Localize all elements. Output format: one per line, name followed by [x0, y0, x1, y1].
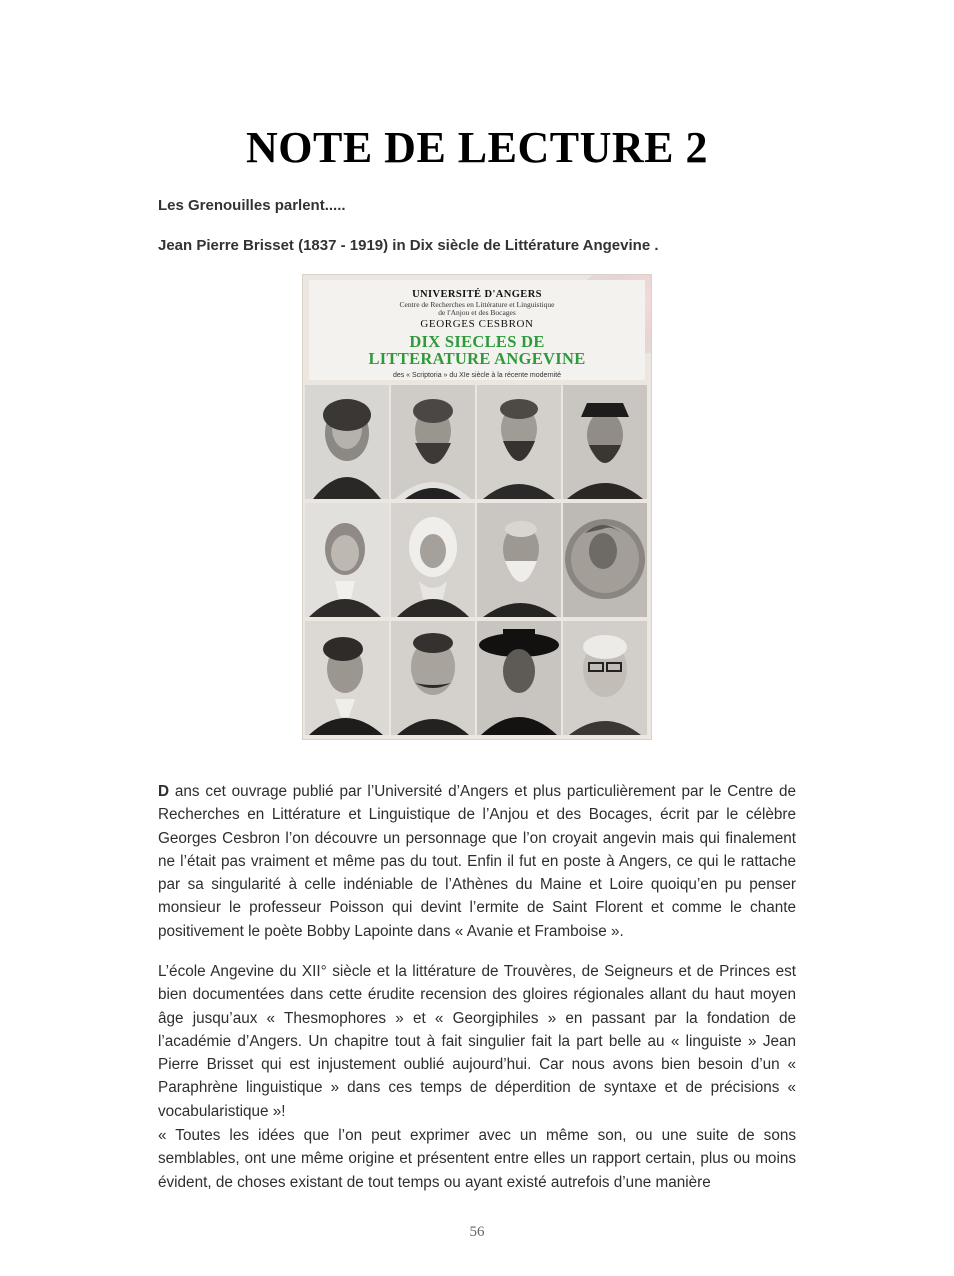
cover-book-title-line1: DIX SIECLES DE	[409, 332, 545, 351]
portrait-image	[305, 503, 389, 617]
dropcap: D	[158, 783, 170, 800]
portrait-image	[563, 385, 647, 499]
cover-author: GEORGES CESBRON	[420, 318, 534, 330]
cover-period: des « Scriptoria » du XIe siècle à la récente modernité	[392, 372, 562, 379]
cover-book-title-line2: LITTERATURE ANGEVINE	[368, 349, 586, 368]
subtitle-brisset: Jean Pierre Brisset (1837 - 1919) in Dix siècle de Littérature Angevine .	[158, 237, 659, 254]
cover-centre-line1: Centre de Recherches en Littérature et Linguistique	[399, 300, 555, 309]
book-cover-photo	[303, 275, 651, 739]
paragraph-intro-text: ans cet ouvrage publié par l’Université d’Angers et plus particulièrement par le Centre de Recherches en Littérature et Linguistique de l’Anjou et des Bocages, écrit par le célèbre Georges Cesbron l’on découvre un personnage que l’on croyait angevin mais qui finalement ne l’était pas vraiment et même pas du tout. Enfin il fut en poste à Angers, ce qui le rattache par sa singularité à celle indéniable de l’Athènes du Maine et Loire quoiqu’en pu penser monsieur le professeur Poisson qui devint l’ermite de Saint Florent et comme le chante positivement le poète Bobby Lapointe dans « Avanie et Framboise ».	[158, 783, 796, 940]
portrait-image	[391, 503, 475, 617]
page-number: 56	[469, 1224, 485, 1240]
page-title: NOTE DE LECTURE 2	[245, 123, 709, 172]
portrait-image	[305, 385, 389, 499]
subtitle-frogs: Les Grenouilles parlent.....	[158, 197, 346, 214]
portrait-grid	[303, 383, 651, 739]
portrait-image	[477, 621, 561, 735]
cover-centre	[303, 301, 651, 317]
portrait-image	[477, 385, 561, 499]
paragraph-quote: « Toutes les idées que l’on peut exprimer avec un même son, ou une suite de sons semblables, ont une même origine et présentent entre elles un rapport certain, plus ou moins évident, de choses existant de tout temps ou ayant existé autrefois d’une manière	[158, 1127, 796, 1191]
portrait-image	[391, 621, 475, 735]
cover-university: UNIVERSITÉ D'ANGERS	[412, 289, 542, 300]
cover-centre-line2: de l'Anjou et des Bocages	[438, 308, 516, 317]
portrait-image	[305, 621, 389, 735]
portrait-image	[477, 503, 561, 617]
portrait-image	[563, 621, 647, 735]
paragraph-intro	[158, 780, 796, 943]
portrait-image	[391, 385, 475, 499]
portrait-image	[563, 503, 647, 617]
cover-book-title	[303, 333, 651, 367]
paragraph-ecole-angevine: L’école Angevine du XII° siècle et la littérature de Trouvères, de Seigneurs et de Princes est bien documentées dans cette érudite recension des gloires régionales allant du haut moyen âge jusqu’aux « Thesmophores » et « Georgiphiles » en passant par la fondation de l’académie d’Angers. Un chapitre tout à fait singulier fait la part belle au « linguiste » Jean Pierre Brisset qui est injustement oublié aujourd’hui. Car nous avons bien besoin d’un « Paraphrène linguistique » dans ces temps de déperdition de syntaxe et de précisions « vocabularistique »!	[158, 963, 796, 1120]
